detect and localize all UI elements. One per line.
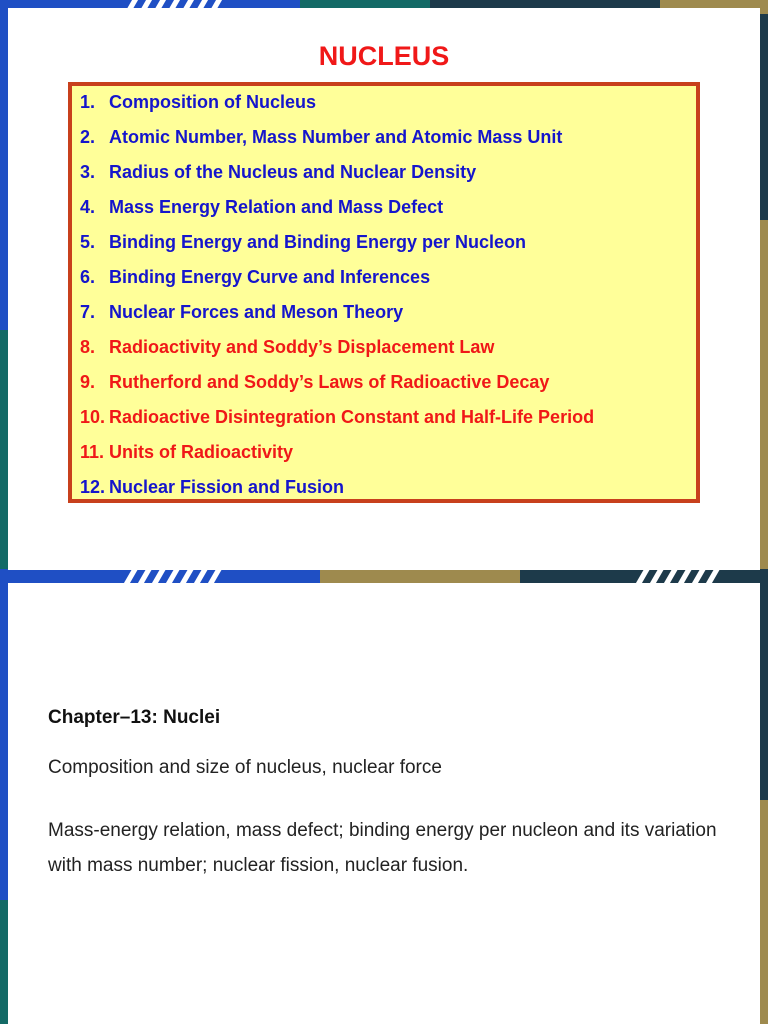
chapter-heading: Chapter–13: Nuclei xyxy=(48,707,221,728)
toc-item-number: 6. xyxy=(80,267,96,287)
syllabus-line-2: Mass-energy relation, mass defect; binding energy per nucleon and its variation with mass number; nuclear fission, nuclear fusion. xyxy=(48,820,717,876)
toc-item-text: Rutherford and Soddy’s Laws of Radioactive Decay xyxy=(109,372,550,392)
toc-item-text: Nuclear Fission and Fusion xyxy=(109,477,345,497)
toc-item-7 xyxy=(80,302,690,326)
toc-item-text: Nuclear Forces and Meson Theory xyxy=(109,302,404,322)
slide-1 xyxy=(8,8,760,570)
toc-item-number: 8. xyxy=(80,337,96,357)
toc-item-10 xyxy=(80,407,690,431)
toc-item-text: Units of Radioactivity xyxy=(109,442,294,462)
toc-item-11 xyxy=(80,442,690,466)
toc-item-3 xyxy=(80,162,690,186)
toc-item-text: Binding Energy Curve and Inferences xyxy=(109,267,431,287)
toc-item-text: Mass Energy Relation and Mass Defect xyxy=(109,197,444,217)
toc-item-number: 4. xyxy=(80,197,96,217)
toc-item-1 xyxy=(80,92,690,116)
toc-item-number: 11. xyxy=(80,442,105,462)
toc-item-number: 12. xyxy=(80,477,106,497)
toc-item-text: Radius of the Nucleus and Nuclear Density xyxy=(109,162,477,182)
toc-item-number: 9. xyxy=(80,372,96,392)
toc-item-text: Radioactivity and Soddy’s Displacement Law xyxy=(109,337,495,357)
slide-2 xyxy=(8,583,760,1024)
toc-item-number: 3. xyxy=(80,162,96,182)
toc-item-number: 2. xyxy=(80,127,96,147)
middle-decor-band xyxy=(0,569,768,583)
toc-item-2 xyxy=(80,127,690,151)
toc-item-text: Atomic Number, Mass Number and Atomic Mass Unit xyxy=(109,127,563,147)
toc-item-number: 10. xyxy=(80,407,106,427)
toc-item-number: 1. xyxy=(80,92,96,112)
toc-item-number: 7. xyxy=(80,302,96,322)
toc-item-text: Binding Energy and Binding Energy per Nucleon xyxy=(109,232,527,252)
toc-item-number: 5. xyxy=(80,232,96,252)
slide-title: NUCLEUS xyxy=(318,41,450,71)
toc-item-5 xyxy=(80,232,690,256)
syllabus-line-1: Composition and size of nucleus, nuclear force xyxy=(48,757,442,778)
table-of-contents xyxy=(68,82,700,503)
toc-item-text: Radioactive Disintegration Constant and Half-Life Period xyxy=(109,407,595,427)
toc-item-8 xyxy=(80,337,690,361)
toc-item-12 xyxy=(80,477,690,501)
toc-item-4 xyxy=(80,197,690,221)
toc-item-6 xyxy=(80,267,690,291)
toc-item-text: Composition of Nucleus xyxy=(109,92,316,112)
toc-item-9 xyxy=(80,372,690,396)
